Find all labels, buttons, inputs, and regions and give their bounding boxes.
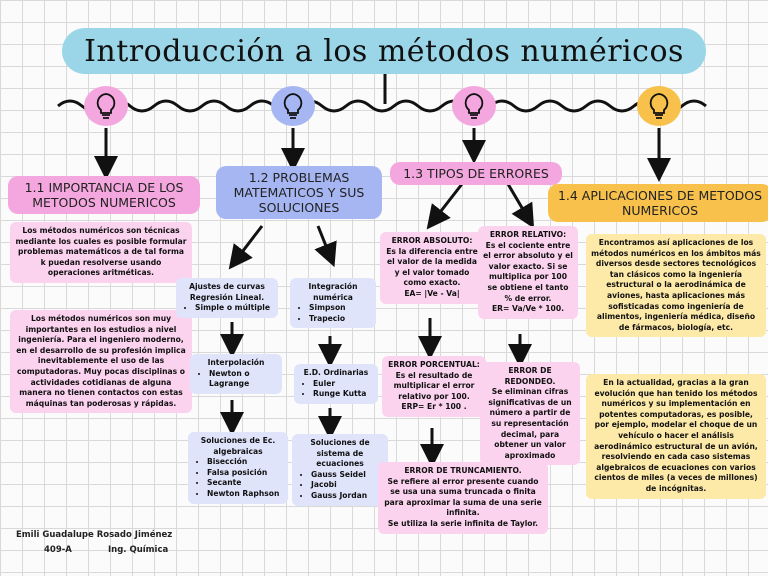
lightbulb-icon — [281, 92, 305, 120]
list-item: • Bisección — [207, 457, 283, 468]
integ-title: Integración numérica — [308, 282, 358, 302]
sistemas-box — [292, 434, 388, 506]
trunc-title: ERROR DE TRUNCAMIENTO. — [404, 466, 522, 475]
ajustes-title: Ajustes de curvas Regresión Lineal. — [189, 282, 265, 302]
edo-title: E.D. Ordinarias — [303, 368, 369, 377]
error-truncamiento-box — [378, 462, 548, 534]
red-title: ERROR DE REDONDEO. — [504, 366, 556, 386]
author-group: 409-A — [44, 545, 72, 555]
list-item: • Euler — [313, 379, 373, 390]
main-title: Introducción a los métodos numéricos — [62, 28, 706, 74]
list-item: • Secante — [207, 478, 283, 489]
list-item: • Gauss Seidel — [311, 470, 383, 481]
error-redondeo-box — [480, 362, 580, 465]
author-name: Emili Guadalupe Rosado Jiménez — [16, 530, 173, 540]
list-item: • Simple o múltiple — [195, 303, 273, 314]
ajustes-box — [176, 278, 278, 318]
sec1-paragraph-1: Los métodos numéricos son técnicas mediante los cuales es posible formular problemas matemáticos a de tal forma k puedan resolverse usando operaciones aritméticas. — [10, 222, 192, 283]
sol-ec-title: Soluciones de Ec. algebraicas — [200, 436, 276, 456]
sol-ec-box — [188, 432, 288, 504]
sec4-paragraph-2: En la actualidad, gracias a la gran evolución que han tenido los métodos numéricos y su implementación en potentes computadoras, es posible, por ejemplo, modelar el choque de un vehículo o hacer el análisis aerodinámico estructural de un avión, resolviendo en cada caso sistemas algebraicos de ecuaciones con varios cientos de miles (a veces de millones) de incógnitas. — [586, 374, 766, 499]
sec3-heading: 1.3 TIPOS DE ERRORES — [390, 162, 562, 185]
edo-box — [294, 364, 378, 404]
lightbulb-icon-2 — [271, 86, 315, 126]
rel-title: ERROR RELATIVO: — [489, 230, 567, 239]
sec1-paragraph-2: Los métodos numéricos son muy importantes en los estudios a nivel ingeniería. Para el ingeniero moderno, en el desarrollo de su profesión implica inevitablemente el uso de las computadoras. Muy pocas disciplinas o actividades cotidianas de alguna manera no tienen contactos con estas máquinas tan poderosas y rápidas. — [10, 310, 192, 413]
error-absoluto-box — [380, 232, 484, 304]
abs-title: ERROR ABSOLUTO: — [391, 236, 473, 245]
red-text: Se eliminan cifras significativas de un número a partir de su representación decimal, para obtener un valor aproximado — [488, 387, 572, 460]
porc-title: ERROR PORCENTUAL: — [388, 360, 480, 369]
trunc-text-2: Se utiliza la serie infinita de Taylor. — [387, 518, 539, 528]
list-item: • Gauss Jordan — [311, 491, 383, 502]
sec4-paragraph-1: Encontramos así aplicaciones de los métodos numéricos en los ámbitos más diversos desde sectores tecnológicos tan clásicos como la ingeniería estructural o la aerodinámica de aviones, hasta aplicaciones más sofisticadas como ingeniería de alimentos, ingeniería médica, diseño de fármacos, biología, etc. — [586, 234, 766, 337]
list-item: • Jacobi — [311, 480, 383, 491]
lightbulb-icon-4 — [637, 86, 681, 126]
sist-title: Soluciones de sistema de ecuaciones — [310, 438, 370, 469]
interp-title: Interpolación — [207, 358, 265, 367]
wavy-line — [58, 101, 706, 111]
error-porcentual-box — [382, 356, 486, 417]
rel-formula: ER= Va/Ve * 100. — [491, 304, 564, 314]
author-career: Ing. Química — [108, 545, 169, 555]
porc-text: Es el resultado de multiplicar el error relativo por 100. — [393, 370, 475, 401]
lightbulb-icon-1 — [84, 86, 128, 126]
lightbulb-icon — [647, 92, 671, 120]
lightbulb-icon — [462, 92, 486, 120]
list-item: • Falsa posición — [207, 468, 283, 479]
porc-formula: ERP= Er * 100 . — [401, 402, 467, 412]
trunc-text: Se refiere al error presente cuando se usa una suma truncada o finita para aproximar la suma de una serie infinita. — [384, 476, 542, 518]
list-item: • Simpson — [309, 303, 371, 314]
sec2-heading: 1.2 PROBLEMAS MATEMATICOS Y SUS SOLUCIONES — [216, 166, 382, 219]
integracion-box — [290, 278, 376, 328]
lightbulb-icon — [94, 92, 118, 120]
list-item: • Newton o Lagrange — [209, 369, 277, 390]
list-item: • Newton Raphson — [207, 489, 283, 500]
list-item: • Trapecio — [309, 314, 371, 325]
error-relativo-box — [478, 226, 578, 319]
rel-text: Es el cociente entre el error absoluto y el valor exacto. Si se multiplica por 100 se obtiene el tanto % de error. — [483, 240, 573, 303]
abs-text: Es la diferencia entre el valor de la medida y el valor tomado como exacto. — [386, 246, 478, 288]
sec1-heading: 1.1 IMPORTANCIA DE LOS METODOS NUMERICOS — [8, 176, 200, 214]
lightbulb-icon-3 — [452, 86, 496, 126]
sec4-heading: 1.4 APLICACIONES DE METODOS NUMERICOS — [548, 184, 768, 222]
list-item: • Runge Kutta — [313, 389, 373, 400]
interpolacion-box — [190, 354, 282, 394]
abs-formula: EA= |Ve - Va| — [404, 288, 460, 298]
